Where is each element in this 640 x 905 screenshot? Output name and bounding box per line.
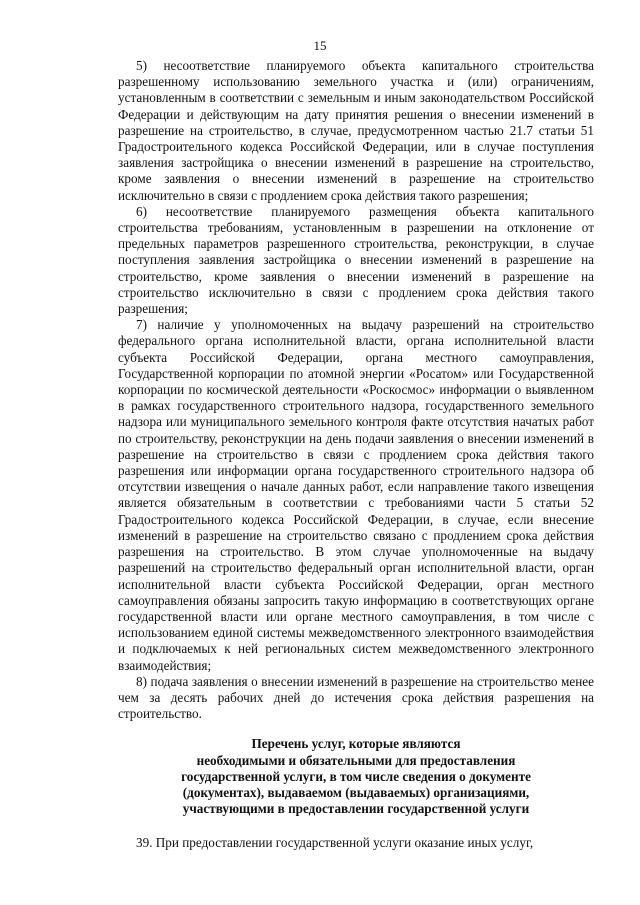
heading-line: участвующими в предоставлении государственной услуги (182, 801, 530, 817)
paragraph-item-8: 8) подача заявления о внесении изменений в разрешение на строительство менее чем за десять рабочих дней до истечения срока действия разрешения на строительство. (118, 673, 594, 722)
document-body (118, 58, 594, 852)
paragraph-item-39: 39. При предоставлении государственной услуги оказание иных услуг, (136, 835, 534, 851)
paragraph-item-7: 7) наличие у уполномоченных на выдачу разрешений на строительство федерального органа исполнительной власти, органа исполнительной власти субъекта Российской Федерации, органа местного самоуправления, Государственной корпорации по атомной энергии «Росатом» или Государственной корпорации по космической деятельности «Роскосмос» информации о выявленном в рамках государственного строительного надзора, государственного земельного надзора или муниципального земельного контроля факте отсутствия начатых работ по строительству, реконструкции на день подачи заявления о внесении изменений в разрешение на строительство в связи с продлением срока действия такого разрешения или информации органа государственного строительного надзора об отсутствии извещения о начале данных работ, если направление такого извещения является обязательным в соответствии с требованиями части 5 статьи 52 Градостроительного кодекса Российской Федерации, в случае, если внесение изменений в разрешение на строительство связано с продлением срока действия разрешения на строительство. В этом случае уполномоченные на выдачу разрешений на строительство федеральный орган исполнительной власти, орган исполнительной власти субъекта Российской Федерации, орган местного самоуправления обязаны запросить такую информацию в соответствующих органе государственной власти или органе местного самоуправления, в том числе с использованием единой системы межведомственного электронного взаимодействия и подключаемых к ней региональных систем межведомственного электронного взаимодействия; (118, 317, 594, 673)
heading-line: Перечень услуг, которые являются (251, 736, 461, 752)
paragraph-item-6: 6) несоответствие планируемого размещения объекта капитального строительства требованиям, установленным в разрешении на отклонение от предельных параметров разрешенного строительства, реконструкции, в случае поступления заявления застройщика о внесении изменений в разрешение на строительство, кроме заявления о внесении изменений в разрешение на строительство исключительно в связи с продлением срока действия такого разрешения; (118, 203, 594, 317)
paragraph-item-5: 5) несоответствие планируемого объекта капитального строительства разрешенному использованию земельного участка и (или) ограничениям, установленным в соответствии с земельным и иным законодательством Российской Федерации и действующим на дату принятия решения о внесении изменений в разрешение на строительство, в случае, предусмотренном частью 21.7 статьи 51 Градостроительного кодекса Российской Федерации, или в случае поступления заявления застройщика о внесении изменений в разрешение на строительство, кроме заявления о внесении изменений в разрешение на строительство исключительно в связи с продлением срока действия такого разрешения; (118, 58, 594, 203)
heading-line: (документах), выдаваемом (выдаваемых) организациями, (182, 784, 530, 800)
heading-line: государственной услуги, в том числе сведения о документе (181, 768, 531, 784)
heading-line: необходимыми и обязательными для предоставления (196, 752, 516, 768)
page-number: 15 (313, 38, 327, 53)
section-heading (118, 736, 594, 817)
